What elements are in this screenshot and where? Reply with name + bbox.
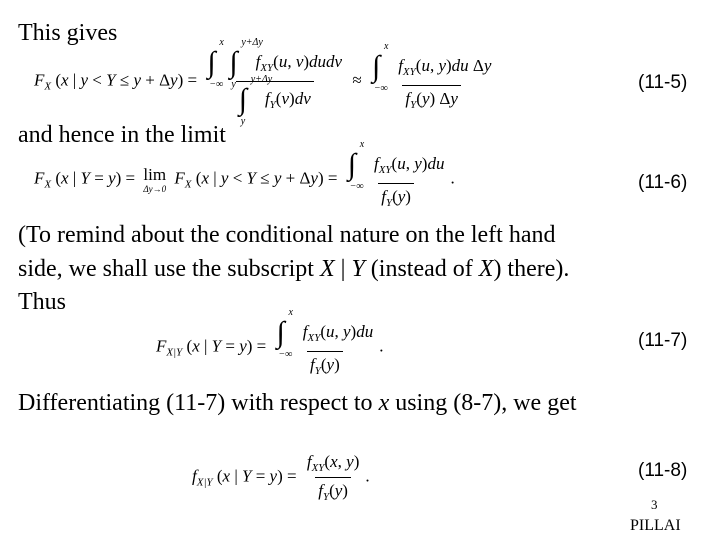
limit-text: and hence in the limit xyxy=(18,122,226,148)
eq-label-11-7: (11-7) xyxy=(638,330,688,351)
eq-label-11-6: (11-6) xyxy=(638,172,688,193)
remind-line-2-part: ) there). xyxy=(493,256,570,282)
remind-var-x: X xyxy=(319,256,335,282)
intro-text: This gives xyxy=(18,20,118,46)
remind-line-2-part: side, we shall use the subscript xyxy=(18,256,320,282)
diff-text-part: Differentiating (11-7) with respect to xyxy=(18,390,379,416)
diff-var-x: x xyxy=(378,390,390,416)
equation-11-5: $F_X$ (x | y < Y ≤ y + Δy) = ∫ x −∞ ∫ y+Δy y $f_{XY}(u$, v)dudv ∫ y+Δy y $f_Y(v)dv$ ≈ ∫ x −∞ $f_{XY}(u$, y)du Δy $f_Y(y)$ Δy xyxy=(34,37,492,127)
equation-11-7: $F_{X|Y}$ (x | Y = y) = ∫ x −∞ $f_{XY}(u$, y)du $f_Y(y)$ . xyxy=(156,307,384,377)
remind-bar: | xyxy=(334,256,352,282)
remind-line-2-part: (instead of xyxy=(364,256,479,282)
remind-var-y: Y xyxy=(351,256,365,282)
eq-label-11-8: (11-8) xyxy=(638,460,688,481)
diff-text-part: using (8-7), we get xyxy=(389,390,577,416)
diff-text xyxy=(18,388,577,419)
remind-line-2 xyxy=(18,254,569,285)
equation-11-8: $f_{X|Y}$ (x | Y = y) = $\frac{f_{XY}(x, y)}{f_Y(y)}$ . xyxy=(192,452,370,503)
page-number: 3 xyxy=(651,497,658,512)
remind-line-1: (To remind about the conditional nature on the left hand xyxy=(18,222,556,248)
eq-label-11-5: (11-5) xyxy=(638,72,688,93)
remind-var-x: X xyxy=(478,256,494,282)
equation-11-6: $F_X$ (x | Y = y) = lim Δy→0 $F_X$ (x | y < Y ≤ y + Δy) = ∫ x −∞ $f_{XY}(u$, y)du $f_Y(y)$ . xyxy=(34,139,455,209)
thus-text: Thus xyxy=(18,289,66,315)
author-name: PILLAI xyxy=(630,517,681,534)
